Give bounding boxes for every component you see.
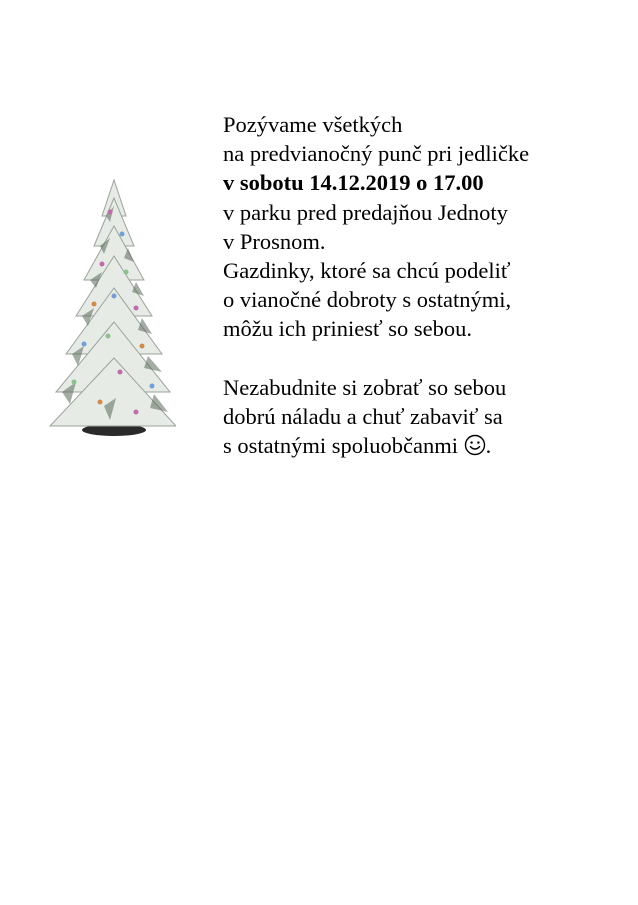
invitation-text	[223, 110, 529, 460]
invitation-line: dobrú náladu a chuť zabaviť sa	[223, 403, 503, 429]
christmas-tree-icon	[44, 176, 176, 438]
invitation-line: na predvianočný punč pri jedličke	[223, 141, 530, 167]
event-date-line: v sobotu 14.12.2019 o 17.00	[223, 170, 484, 196]
invitation-last-line	[223, 431, 529, 460]
invitation-line-end: .	[485, 433, 492, 459]
invitation-line: môžu ich priniesť so sebou.	[223, 316, 472, 342]
invitation-line: v Prosnom.	[223, 228, 326, 254]
invitation-line-text: s ostatnými spoluobčanmi	[223, 433, 458, 459]
invitation-line: v parku pred predajňou Jednoty	[223, 199, 508, 225]
invitation-line: Gazdinky, ktoré sa chcú podeliť	[223, 257, 511, 283]
invitation-line: Pozývame všetkých	[223, 112, 403, 137]
christmas-tree-image	[44, 176, 176, 438]
invitation-line: Nezabudnite si zobrať so sebou	[223, 374, 507, 400]
invitation-line: o vianočné dobroty s ostatnými,	[223, 287, 512, 313]
smiley-icon	[464, 434, 486, 456]
paragraph-spacer	[223, 344, 529, 373]
